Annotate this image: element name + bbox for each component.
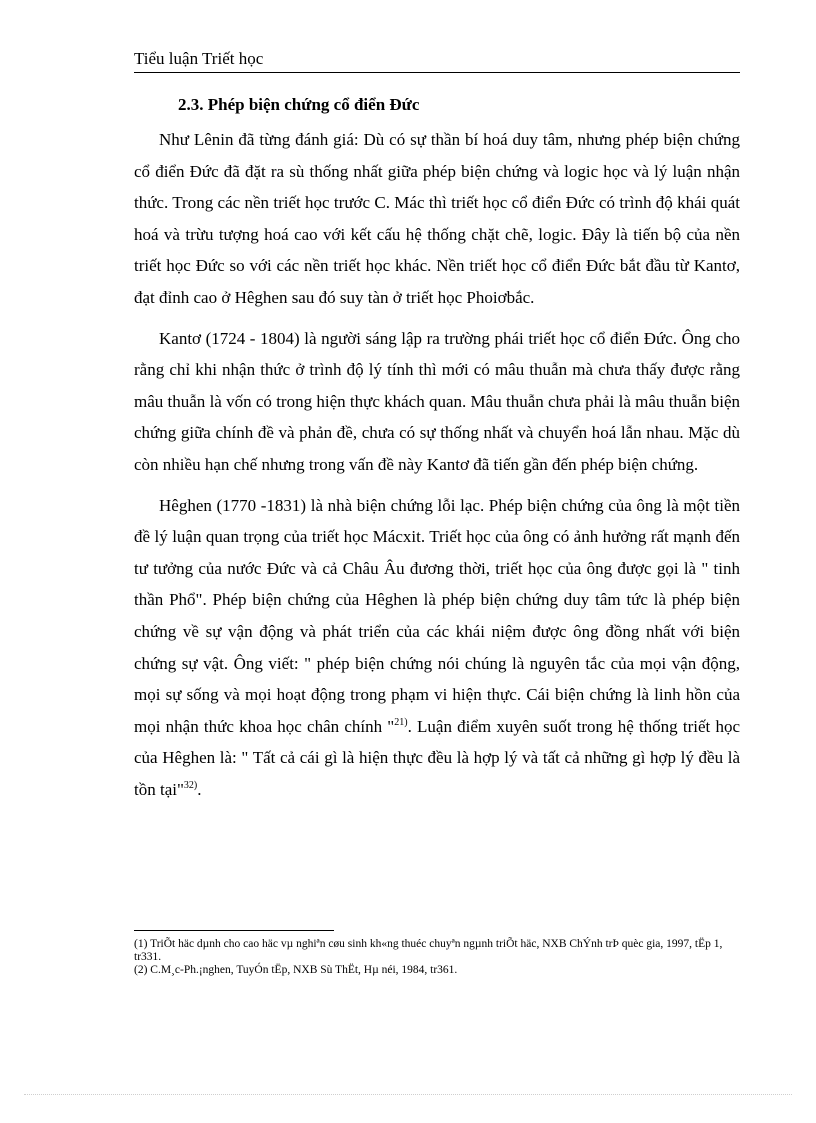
page-bottom-border [24,1094,792,1095]
footnote-1: (1) TriÕt häc dµnh cho cao häc vµ nghiªn cøu sinh kh«ng thuéc chuyªn ngµnh triÕt häc, NXB ChÝnh trÞ quèc gia, 1997, tËp 1, tr331. [134,938,723,963]
citation-ref-2: 32) [183,779,198,791]
page-header [134,48,740,73]
footnote-2: (2) C.M¸c-Ph.¡nghen, TuyÓn tËp, NXB Sù ThËt, Hµ néi, 1984, tr361. [134,964,458,976]
footnote-separator [134,930,334,931]
footnotes [134,938,740,977]
hegel-text-end: . [197,779,202,799]
section-title: 2.3. Phép biện chứng cổ điển Đức [178,95,420,114]
citation-ref-1: 21) [394,716,408,728]
paragraph-lenin: Như Lênin đã từng đánh giá: Dù có sự thần bí hoá duy tâm, nhưng phép biện chứng cổ điển Đức đã đặt ra sù thống nhất giữa phép biện chứng và logic học và lý luận nhận thức. Trong các nền triết học trước C. Mác thì triết học cổ điển Đức có trình độ khái quát hoá và trừu tượng hoá cao với kết cấu hệ thống chặt chẽ, logic. Đây là tiến bộ của nền triết học Đức so với các nền triết học khác. Nền triết học cổ điển Đức bắt đầu từ Kantơ, đạt đỉnh cao ở Hêghen sau đó suy tàn ở triết học Phoiơbắc. [134,130,740,307]
header-title: Tiểu luận Triết học [134,49,264,68]
hegel-text-mid: . Luận điểm xuyên suốt trong hệ thống triết học của Hêghen là: " Tất cả cái gì là hiện thực đều là hợp lý và tất cả những gì hợp lý đều là tồn tại" [134,716,740,799]
hegel-text-main: Hêghen (1770 -1831) là nhà biện chứng lỗi lạc. Phép biện chứng của ông là một tiền đề lý luận quan trọng của triết học Mácxit. Triết học của ông có ảnh hưởng rất mạnh đến tư tưởng của nước Đức và cả Châu Âu đương thời, triết học của ông được gọi là " tinh thần Phổ". Phép biện chứng của Hêghen là phép biện chứng duy tâm tức là phép biện chứng về sự vận động và phát triển của các khái niệm được ông đồng nhất với biện chứng sự vật. Ông viết: " phép biện chứng nói chúng là nguyên tắc của mọi vận động, mọi sự sống và mọi hoạt động trong phạm vi hiện thực. Cái biện chứng là linh hồn của mọi nhận thức khoa học chân chính " [134,495,740,736]
paragraph-kant: Kantơ (1724 - 1804) là người sáng lập ra trường phái triết học cổ điển Đức. Ông cho rằng chỉ khi nhận thức ở trình độ lý tính thì mới có mâu thuẫn mà chưa thấy được rằng mâu thuẫn là vốn có trong hiện thực khách quan. Mâu thuẫn chưa phải là mâu thuẫn biện chứng giữa chính đề và phản đề, chưa có sự thống nhất và chuyển hoá lẫn nhau. Mặc dù còn nhiều hạn chế nhưng trong vấn đề này Kantơ đã tiến gần đến phép biện chứng. [134,328,740,474]
paragraph-hegel [134,490,740,806]
page-content [134,92,740,814]
